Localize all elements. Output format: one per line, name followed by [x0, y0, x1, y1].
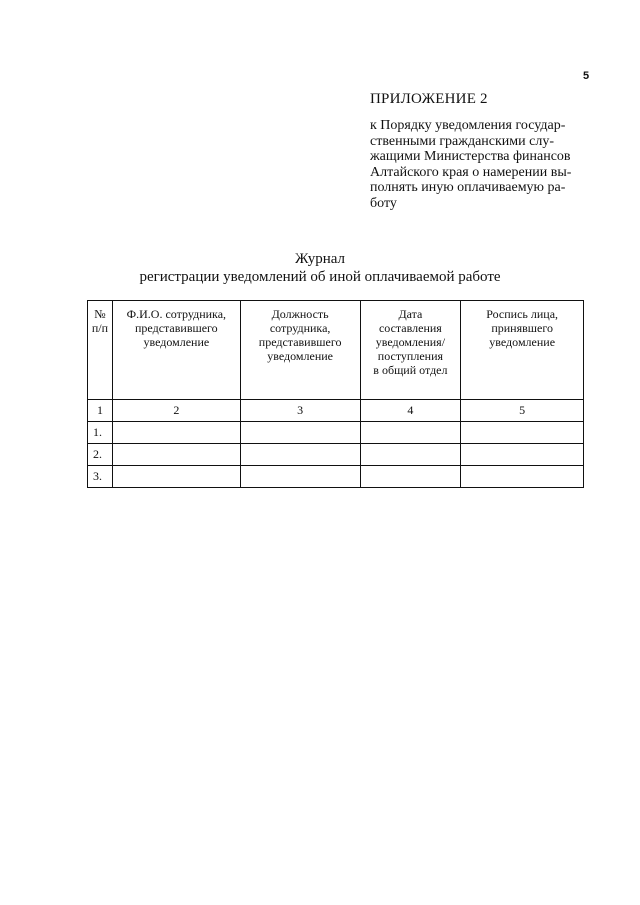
- header-line: представившего: [258, 335, 342, 349]
- appendix-title: ПРИЛОЖЕНИЕ 2: [370, 91, 488, 107]
- row-number: 2.: [88, 444, 113, 466]
- header-line: уведомление: [489, 335, 556, 349]
- header-line: принявшего: [491, 321, 553, 335]
- header-line: Должность: [271, 307, 329, 321]
- column-number: 1: [88, 400, 113, 422]
- header-full-name: [112, 301, 240, 400]
- header-line: уведомление: [143, 335, 210, 349]
- page-number: 5: [583, 70, 590, 82]
- table-row: [88, 466, 584, 488]
- table-cell: [360, 444, 461, 466]
- table-cell: [112, 422, 240, 444]
- header-line: в общий отдел: [373, 363, 448, 377]
- header-line: поступления: [377, 349, 444, 363]
- appendix-line: Алтайского края о намерении вы-: [370, 164, 572, 180]
- column-number: 2: [112, 400, 240, 422]
- column-number: 5: [461, 400, 584, 422]
- table-row: [88, 422, 584, 444]
- appendix-line: боту: [370, 195, 397, 211]
- table-cell: [461, 466, 584, 488]
- header-number: [88, 301, 113, 400]
- header-line: составления: [378, 321, 442, 335]
- appendix-text: [370, 118, 592, 211]
- table-cell: [112, 444, 240, 466]
- header-position: [240, 301, 360, 400]
- table-cell: [360, 466, 461, 488]
- header-line: Дата: [398, 307, 423, 321]
- table-row: [88, 444, 584, 466]
- header-line: сотрудника,: [269, 321, 331, 335]
- row-number: 3.: [88, 466, 113, 488]
- header-line: Роспись лица,: [486, 307, 559, 321]
- table-cell: [360, 422, 461, 444]
- appendix-line: жащими Министерства финансов: [370, 149, 571, 164]
- header-line: уведомление: [267, 349, 333, 363]
- column-number-row: [88, 400, 584, 422]
- column-number: 3: [240, 400, 360, 422]
- header-line: №: [94, 307, 106, 321]
- header-line: п/п: [91, 321, 109, 335]
- appendix-line: ственными гражданскими слу-: [370, 133, 554, 149]
- header-line: уведомления/: [375, 335, 446, 349]
- header-line: Ф.И.О. сотрудника,: [126, 307, 227, 321]
- row-number: 1.: [88, 422, 113, 444]
- table-cell: [112, 466, 240, 488]
- table-header-row: [88, 301, 584, 400]
- appendix-line: к Порядку уведомления государ-: [370, 118, 566, 133]
- header-date: [360, 301, 461, 400]
- table-cell: [461, 444, 584, 466]
- journal-title: Журнал: [294, 251, 345, 267]
- journal-subtitle: регистрации уведомлений об иной оплачиваемой работе: [139, 269, 501, 285]
- table-cell: [240, 466, 360, 488]
- appendix-line: полнять иную оплачиваемую ра-: [370, 180, 566, 195]
- header-signature: [461, 301, 584, 400]
- column-number: 4: [360, 400, 461, 422]
- registration-table: [87, 300, 584, 488]
- table-cell: [240, 444, 360, 466]
- table-cell: [240, 422, 360, 444]
- table-cell: [461, 422, 584, 444]
- header-line: представившего: [135, 321, 218, 335]
